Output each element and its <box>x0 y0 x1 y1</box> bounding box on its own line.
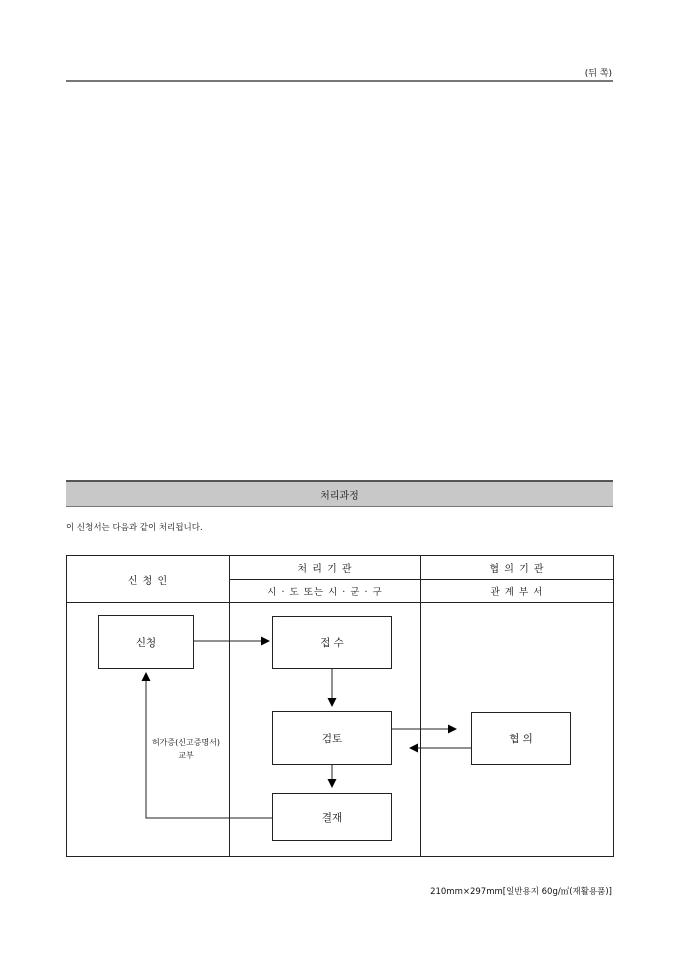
header-processing-sub: 시 · 도 또는 시 · 군 · 구 <box>267 587 383 598</box>
arrowhead-review-approve <box>328 779 337 788</box>
intro-text: 이 신청서는 다음과 같이 처리됩니다. <box>66 523 203 533</box>
issue-note-line1: 허가증(신고증명서) <box>151 738 221 747</box>
section-title: 처리과정 <box>320 490 359 502</box>
header-consult: 협 의 기 관 <box>489 564 545 575</box>
arrowhead-consult-review <box>409 744 418 753</box>
issue-note-line2: 교부 <box>178 750 194 760</box>
step-receive: 접 수 <box>272 616 392 669</box>
step-review: 검토 <box>272 711 392 765</box>
step-approve: 결재 <box>272 793 392 841</box>
step-consult: 협 의 <box>471 712 571 765</box>
issue-note <box>134 737 238 763</box>
header-consult-sub: 관 계 부 서 <box>490 587 544 598</box>
paper-spec-footer: 210mm×297mm[일반용지 60g/㎡(재활용품)] <box>430 887 612 897</box>
page-side-label: (뒤 쪽) <box>584 69 612 79</box>
arrowhead-approve-apply <box>142 672 151 681</box>
arrowhead-review-consult <box>448 725 457 734</box>
header-processing: 처 리 기 관 <box>297 564 353 575</box>
header-applicant: 신 청 인 <box>127 575 169 587</box>
arrowhead-apply-receive <box>261 637 270 646</box>
arrowhead-receive-review <box>328 698 337 707</box>
step-apply: 신청 <box>98 615 194 669</box>
